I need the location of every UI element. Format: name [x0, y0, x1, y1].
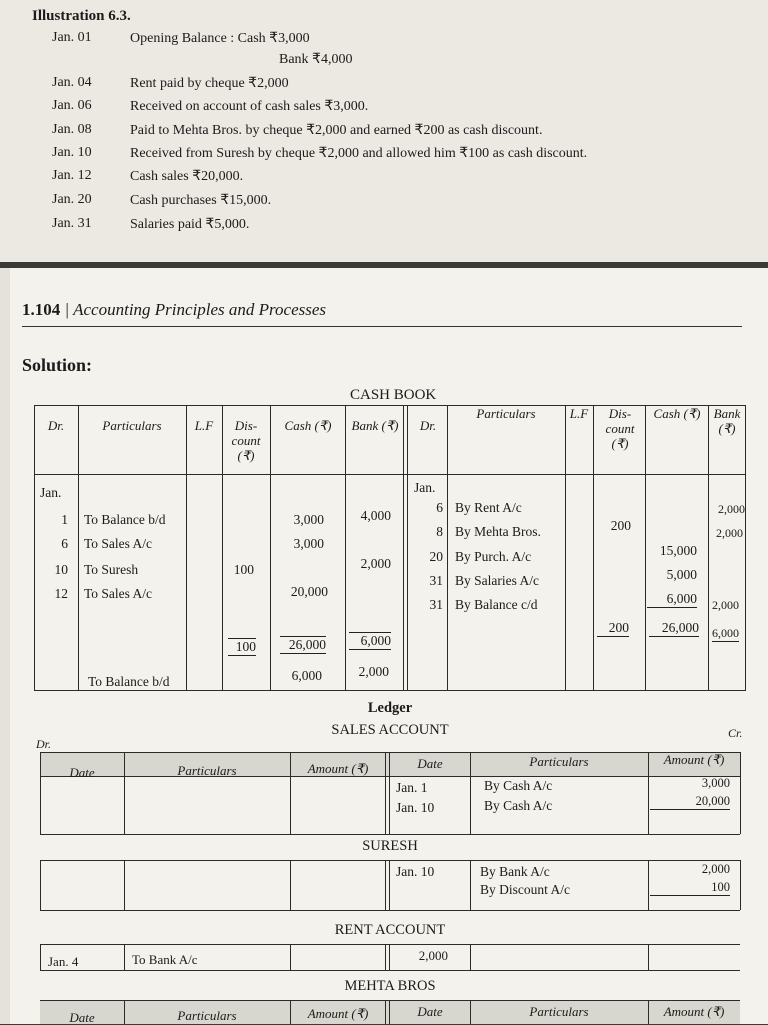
- col-line: [708, 405, 709, 690]
- cb-header-cash: Cash (₹): [284, 418, 332, 433]
- suresh-title: SURESH: [362, 838, 418, 854]
- mehta-col-line: [470, 1000, 471, 1024]
- sales-col-line: [290, 752, 291, 834]
- cb-right-discount: 200: [610, 518, 631, 533]
- cb-left-day: 6: [61, 536, 68, 551]
- mehta-col-line: [648, 1000, 649, 1024]
- sales-header-particulars-r: Particulars: [529, 754, 589, 769]
- page-header: 1.104 | Accounting Principles and Processes: [22, 300, 327, 319]
- sales-col-line: [470, 752, 471, 834]
- rent-top-line: [40, 944, 740, 945]
- cb-left-discount: 100: [233, 562, 254, 577]
- cb-right-day: 8: [436, 524, 443, 539]
- rent-account-title: RENT ACCOUNT: [334, 922, 446, 938]
- header-rule: [22, 326, 742, 327]
- col-line: [78, 405, 79, 690]
- sales-col-line: [385, 752, 386, 834]
- ledger-cr-label: Cr.: [728, 726, 743, 740]
- cb-right-cash: 5,000: [666, 567, 697, 582]
- mehta-bros-title: MEHTA BROS: [344, 978, 436, 994]
- sales-bottom-line: [40, 834, 740, 835]
- col-line: [345, 405, 346, 690]
- cb-right-particulars: By Purch. A/c: [455, 549, 532, 564]
- suresh-col-line: [470, 860, 471, 910]
- suresh-credit-particulars: By Bank A/c: [480, 864, 550, 879]
- rent-bottom-line: [40, 970, 740, 971]
- illustration-section: Illustration 6.3. Jan. 01 Opening Balance : Cash ₹3,000 Bank ₹4,000 Jan. 04 Rent paid by cheque ₹2,000 Jan. 06 Received on account of cash sales ₹3,000. Jan. 08 Paid to Mehta Bros. by cheque ₹2,000 and earned ₹200 as cash discount. Jan. 10 Received from Suresh by cheque ₹2,000 and allowed him ₹100 as cash discount. Jan. 12 Cash sales ₹20,000. Jan. 20 Cash purchases ₹15,000. Jan. 31 Salaries paid ₹5,000.: [0, 0, 768, 262]
- col-line: [593, 405, 594, 690]
- ledger-title: Ledger: [367, 700, 413, 716]
- sales-col-line: [740, 752, 741, 834]
- mehta-col-line: [290, 1000, 291, 1024]
- cb-right-bank: 2,000: [718, 502, 745, 516]
- rent-col-line: [389, 944, 390, 970]
- cb-right-total-discount: 200: [597, 620, 629, 637]
- suresh-col-line: [40, 860, 41, 910]
- rent-col-line: [290, 944, 291, 970]
- cash-book-title: CASH BOOK: [350, 387, 437, 403]
- col-line: [186, 405, 187, 690]
- cb-header-cash-r: Cash (₹): [653, 406, 701, 421]
- cb-left-cash: 3,000: [293, 512, 324, 527]
- rent-col-line: [470, 944, 471, 970]
- cb-left-particulars: To Suresh: [84, 562, 139, 577]
- rent-col-line: [40, 944, 41, 970]
- cb-balance-bd: To Balance b/d: [88, 674, 170, 689]
- sales-header-date-r: Date: [417, 756, 443, 771]
- col-line: [447, 405, 448, 690]
- suresh-col-line: [124, 860, 125, 910]
- book-title: Accounting Principles and Processes: [73, 300, 327, 319]
- suresh-credit-amount: 100: [650, 880, 730, 896]
- sales-credit-particulars: By Cash A/c: [484, 778, 553, 793]
- cb-header-lf: L.F: [194, 418, 214, 433]
- suresh-credit-date: Jan. 10: [396, 864, 435, 879]
- col-line: [565, 405, 566, 690]
- cb-balance-bd-bank: 2,000: [358, 664, 389, 679]
- cb-header-discount: Dis-count (₹): [231, 418, 261, 463]
- col-line: [403, 405, 404, 690]
- cb-balance-bd-cash: 6,000: [291, 668, 322, 683]
- cb-left-day: 1: [61, 512, 68, 527]
- sales-credit-particulars: By Cash A/c: [484, 798, 553, 813]
- rent-debit-amount: 2,000: [418, 948, 448, 963]
- cb-left-total-bank: 6,000: [349, 632, 391, 650]
- sales-top-line: [40, 752, 740, 753]
- cash-book-cr-label: Dr.: [419, 418, 437, 433]
- cb-left-particulars: To Sales A/c: [84, 536, 153, 551]
- cb-right-day: 20: [429, 549, 443, 564]
- sales-header-date: Date: [69, 765, 95, 780]
- mehta-top-line: [40, 1000, 740, 1001]
- rent-debit-particulars: To Bank A/c: [132, 952, 198, 967]
- cb-left-cash: 20,000: [290, 584, 328, 599]
- sales-col-line: [40, 752, 41, 834]
- sales-credit-amount: 3,000: [701, 776, 730, 790]
- mehta-col-line: [389, 1000, 390, 1024]
- suresh-top-line: [40, 860, 740, 861]
- cb-left-total-cash: 26,000: [280, 636, 326, 654]
- cb-right-particulars: By Balance c/d: [455, 597, 538, 612]
- illustration-title: Illustration 6.3.: [32, 8, 131, 24]
- mehta-header-particulars: Particulars: [177, 1008, 237, 1023]
- suresh-col-line: [648, 860, 649, 910]
- suresh-credit-amount: 2,000: [701, 862, 730, 876]
- rent-col-line: [648, 944, 649, 970]
- cb-right-bank: 2,000: [716, 526, 743, 540]
- rent-col-line: [385, 944, 386, 970]
- cb-header-particulars: Particulars: [102, 418, 162, 433]
- page-number: 1.104: [22, 300, 61, 319]
- sales-account-title: SALES ACCOUNT: [331, 722, 449, 738]
- cb-right-particulars: By Rent A/c: [455, 500, 522, 515]
- cb-left-day: 12: [54, 586, 68, 601]
- cb-header-discount-r: Dis-count (₹): [605, 406, 635, 451]
- cb-right-cash: 6,000: [647, 591, 697, 608]
- mehta-col-line: [385, 1000, 386, 1024]
- suresh-credit-particulars: By Discount A/c: [480, 882, 570, 897]
- cb-header-lf-r: L.F: [569, 406, 589, 421]
- cb-header-bank: Bank (₹): [351, 418, 399, 433]
- col-line: [645, 405, 646, 690]
- cb-right-particulars: By Salaries A/c: [455, 573, 539, 588]
- sales-col-line: [124, 752, 125, 834]
- cash-book-dr-label: Dr.: [47, 418, 65, 433]
- suresh-col-line: [389, 860, 390, 910]
- cb-left-total-discount: 100: [228, 638, 256, 656]
- mehta-header-date: Date: [69, 1010, 95, 1025]
- cash-book-header-divider: [34, 474, 745, 475]
- sales-header-amount: Amount (₹): [307, 761, 369, 776]
- cb-right-day: 31: [429, 573, 443, 588]
- cb-left-bank: 4,000: [360, 508, 391, 523]
- cb-left-cash: 3,000: [293, 536, 324, 551]
- cb-month-right: Jan.: [414, 480, 436, 495]
- sales-header-amount-r: Amount (₹): [663, 752, 725, 767]
- suresh-bottom-line: [40, 910, 740, 911]
- sales-col-line: [389, 752, 390, 834]
- suresh-col-line: [385, 860, 386, 910]
- cb-header-bank-r: Bank (₹): [713, 406, 741, 436]
- mehta-col-line: [124, 1000, 125, 1024]
- cb-left-day: 10: [54, 562, 68, 577]
- ledger-dr-label: Dr.: [36, 737, 52, 751]
- cb-left-particulars: To Sales A/c: [84, 586, 153, 601]
- cb-month-left: Jan.: [40, 485, 62, 500]
- col-line: [407, 405, 408, 690]
- mehta-header-date-r: Date: [417, 1004, 443, 1019]
- rent-col-line: [124, 944, 125, 970]
- sales-header-particulars: Particulars: [177, 763, 237, 778]
- cb-right-day: 31: [429, 597, 443, 612]
- col-line: [222, 405, 223, 690]
- suresh-col-line: [290, 860, 291, 910]
- col-line: [270, 405, 271, 690]
- mehta-header-particulars-r: Particulars: [529, 1004, 589, 1019]
- mehta-header-amount-r: Amount (₹): [663, 1004, 725, 1019]
- sales-credit-date: Jan. 1: [396, 780, 428, 795]
- cb-right-total-bank: 6,000: [712, 626, 739, 640]
- sales-col-line: [648, 752, 649, 834]
- cb-left-bank: 2,000: [360, 556, 391, 571]
- cb-left-particulars: To Balance b/d: [84, 512, 166, 527]
- cb-right-day: 6: [436, 500, 443, 515]
- sales-credit-date: Jan. 10: [396, 800, 435, 815]
- rent-debit-date: Jan. 4: [48, 954, 79, 969]
- mehta-header-amount: Amount (₹): [307, 1006, 369, 1021]
- cb-right-particulars: By Mehta Bros.: [455, 524, 541, 539]
- cb-right-bank: 2,000: [712, 598, 739, 612]
- cb-header-particulars-r: Particulars: [476, 406, 536, 421]
- sales-credit-amount: 20,000: [650, 794, 730, 810]
- suresh-col-line: [740, 860, 741, 910]
- cb-right-total-cash: 26,000: [649, 620, 699, 637]
- cb-right-cash: 15,000: [659, 543, 697, 558]
- solution-label: Solution:: [22, 355, 93, 375]
